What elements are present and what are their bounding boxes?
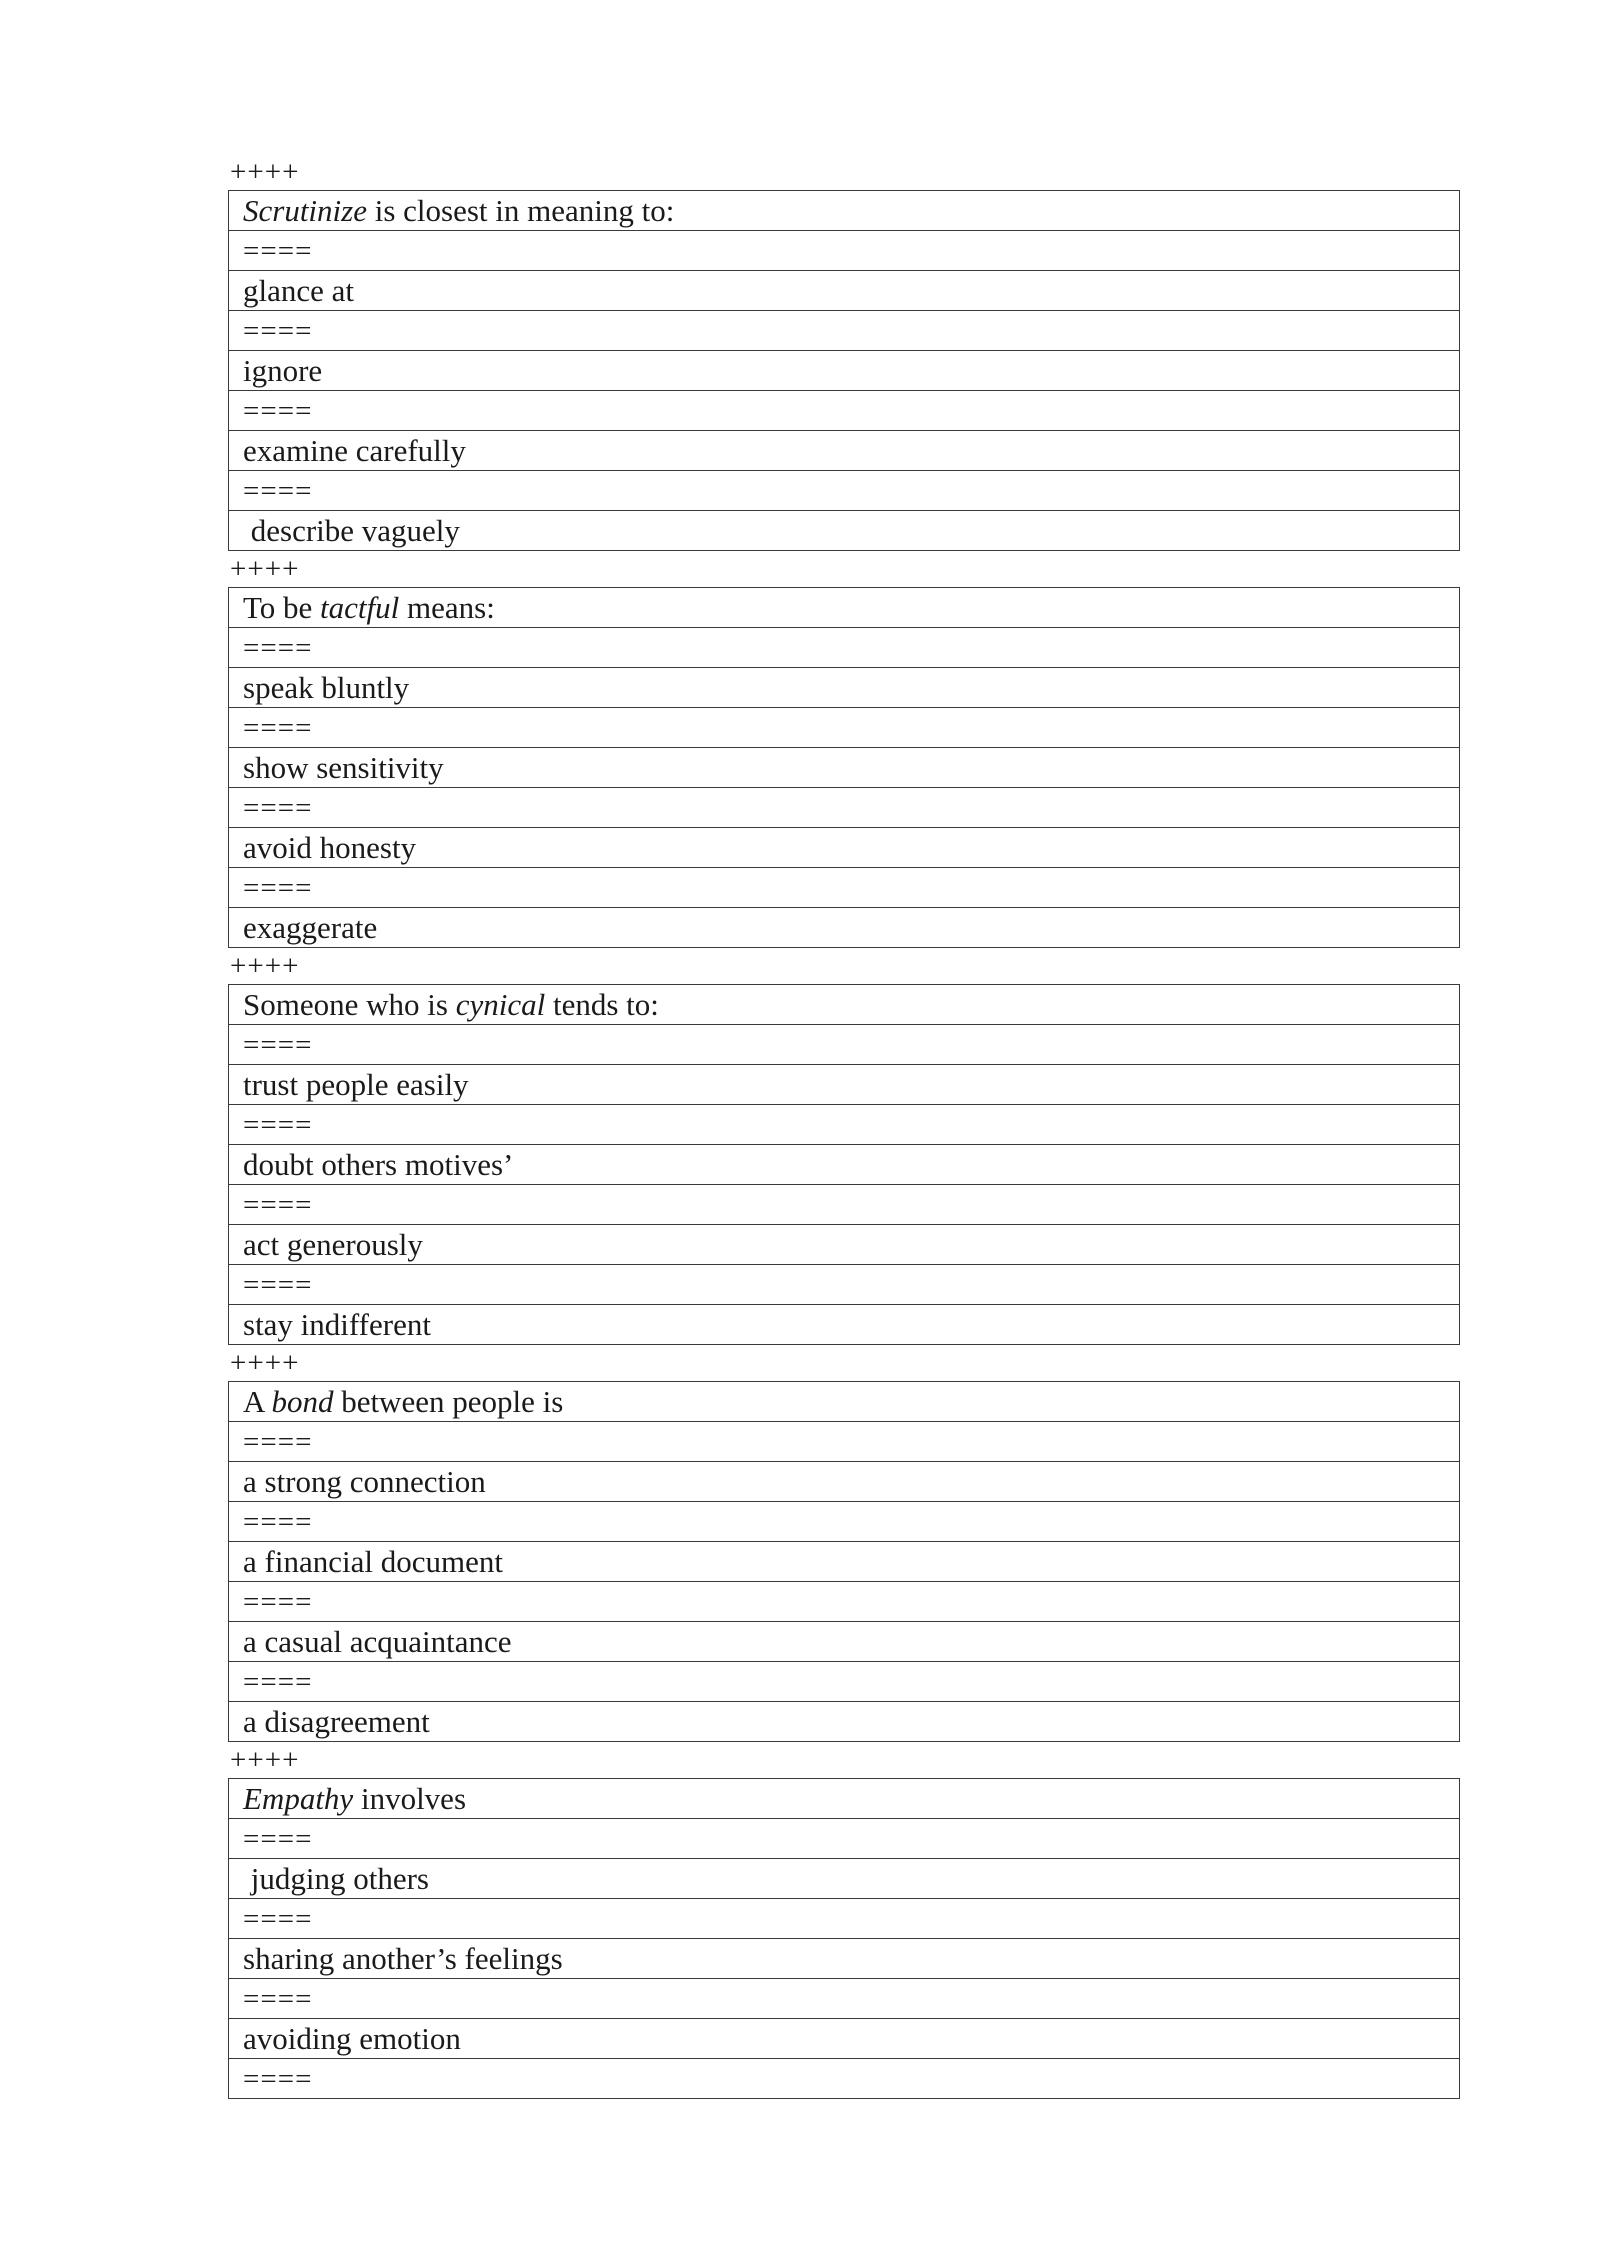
separator-row (229, 1582, 1460, 1622)
answer-option: ignore (229, 351, 1460, 391)
stem-text-after: between people is (333, 1383, 564, 1419)
separator-row (229, 1979, 1460, 2019)
stem-key-term: bond (271, 1383, 334, 1419)
answer-option-row (229, 1859, 1460, 1899)
document-body (228, 154, 1460, 2099)
stem-text-after: tends to: (545, 986, 659, 1022)
separator-row (229, 471, 1460, 511)
question-stem (229, 191, 1460, 231)
stem-key-term: Scrutinize (243, 192, 367, 228)
separator-row (229, 391, 1460, 431)
question-stem (229, 1779, 1460, 1819)
separator-row (229, 868, 1460, 908)
question-table (228, 190, 1460, 551)
separator-row (229, 788, 1460, 828)
answer-option: avoid honesty (229, 828, 1460, 868)
answer-option: a casual acquaintance (229, 1622, 1460, 1662)
answer-option: speak bluntly (229, 668, 1460, 708)
separator-row (229, 708, 1460, 748)
separator-row (229, 1899, 1460, 1939)
answer-option-row (229, 828, 1460, 868)
separator-row (229, 1185, 1460, 1225)
block-delimiter: ++++ (230, 950, 300, 982)
stem-text-before: To be (243, 589, 321, 625)
answer-option: examine carefully (229, 431, 1460, 471)
answer-option-row (229, 1702, 1460, 1742)
question-stem-row (229, 985, 1460, 1025)
answer-option: exaggerate (229, 908, 1460, 948)
answer-option: act generously (229, 1225, 1460, 1265)
option-separator: ==== (229, 1025, 1460, 1065)
stem-text-after: means: (399, 589, 495, 625)
answer-option-row (229, 511, 1460, 551)
question-stem-row (229, 1779, 1460, 1819)
option-separator: ==== (229, 391, 1460, 431)
separator-row (229, 311, 1460, 351)
question-stem (229, 588, 1460, 628)
option-separator: ==== (229, 1502, 1460, 1542)
question-stem-row (229, 588, 1460, 628)
stem-text-after: is closest in meaning to: (367, 192, 675, 228)
stem-text-after: involves (353, 1780, 467, 1816)
separator-row (229, 231, 1460, 271)
stem-text-before: Someone who is (243, 986, 456, 1022)
answer-option: doubt others motives’ (229, 1145, 1460, 1185)
answer-option-row (229, 431, 1460, 471)
answer-option-row (229, 908, 1460, 948)
option-separator: ==== (229, 1979, 1460, 2019)
question-stem-row (229, 1382, 1460, 1422)
question-table (228, 984, 1460, 1345)
answer-option-row (229, 1939, 1460, 1979)
option-separator: ==== (229, 868, 1460, 908)
answer-option: stay indifferent (229, 1305, 1460, 1345)
separator-row (229, 1025, 1460, 1065)
block-delimiter: ++++ (230, 553, 300, 585)
option-separator: ==== (229, 471, 1460, 511)
option-separator: ==== (229, 1185, 1460, 1225)
separator-row (229, 1422, 1460, 1462)
question-stem (229, 985, 1460, 1025)
answer-option-row (229, 351, 1460, 391)
separator-row (229, 1819, 1460, 1859)
answer-option-row (229, 1225, 1460, 1265)
answer-option-row (229, 2019, 1460, 2059)
question-table (228, 587, 1460, 948)
stem-key-term: tactful (320, 589, 400, 625)
question-table (228, 1778, 1460, 2099)
option-separator: ==== (229, 1422, 1460, 1462)
answer-option: a financial document (229, 1542, 1460, 1582)
separator-row (229, 1502, 1460, 1542)
question-table (228, 1381, 1460, 1742)
separator-row (229, 1105, 1460, 1145)
answer-option-row (229, 748, 1460, 788)
answer-option: a disagreement (229, 1702, 1460, 1742)
answer-option-row (229, 668, 1460, 708)
option-separator: ==== (229, 788, 1460, 828)
answer-option: describe vaguely (229, 511, 1460, 551)
answer-option: glance at (229, 271, 1460, 311)
question-stem (229, 1382, 1460, 1422)
answer-option-row (229, 1145, 1460, 1185)
option-separator: ==== (229, 1105, 1460, 1145)
option-separator: ==== (229, 231, 1460, 271)
answer-option-row (229, 1462, 1460, 1502)
stem-key-term: Empathy (243, 1780, 354, 1816)
block-delimiter: ++++ (230, 156, 300, 188)
question-stem-row (229, 191, 1460, 231)
option-separator: ==== (229, 708, 1460, 748)
answer-option-row (229, 1065, 1460, 1105)
answer-option: avoiding emotion (229, 2019, 1460, 2059)
answer-option: judging others (229, 1859, 1460, 1899)
option-separator: ==== (229, 1662, 1460, 1702)
answer-option-row (229, 1305, 1460, 1345)
option-separator: ==== (229, 1265, 1460, 1305)
separator-row (229, 628, 1460, 668)
answer-option-row (229, 1542, 1460, 1582)
answer-option: trust people easily (229, 1065, 1460, 1105)
answer-option: sharing another’s feelings (229, 1939, 1460, 1979)
separator-row (229, 1662, 1460, 1702)
option-separator: ==== (229, 628, 1460, 668)
answer-option: a strong connection (229, 1462, 1460, 1502)
stem-text-before: A (243, 1383, 272, 1419)
option-separator: ==== (229, 2059, 1460, 2099)
answer-option-row (229, 1622, 1460, 1662)
separator-row (229, 2059, 1460, 2099)
separator-row (229, 1265, 1460, 1305)
stem-key-term: cynical (455, 986, 546, 1022)
option-separator: ==== (229, 1582, 1460, 1622)
option-separator: ==== (229, 1899, 1460, 1939)
option-separator: ==== (229, 1819, 1460, 1859)
answer-option: show sensitivity (229, 748, 1460, 788)
answer-option-row (229, 271, 1460, 311)
block-delimiter: ++++ (230, 1744, 300, 1776)
block-delimiter: ++++ (230, 1347, 300, 1379)
option-separator: ==== (229, 311, 1460, 351)
